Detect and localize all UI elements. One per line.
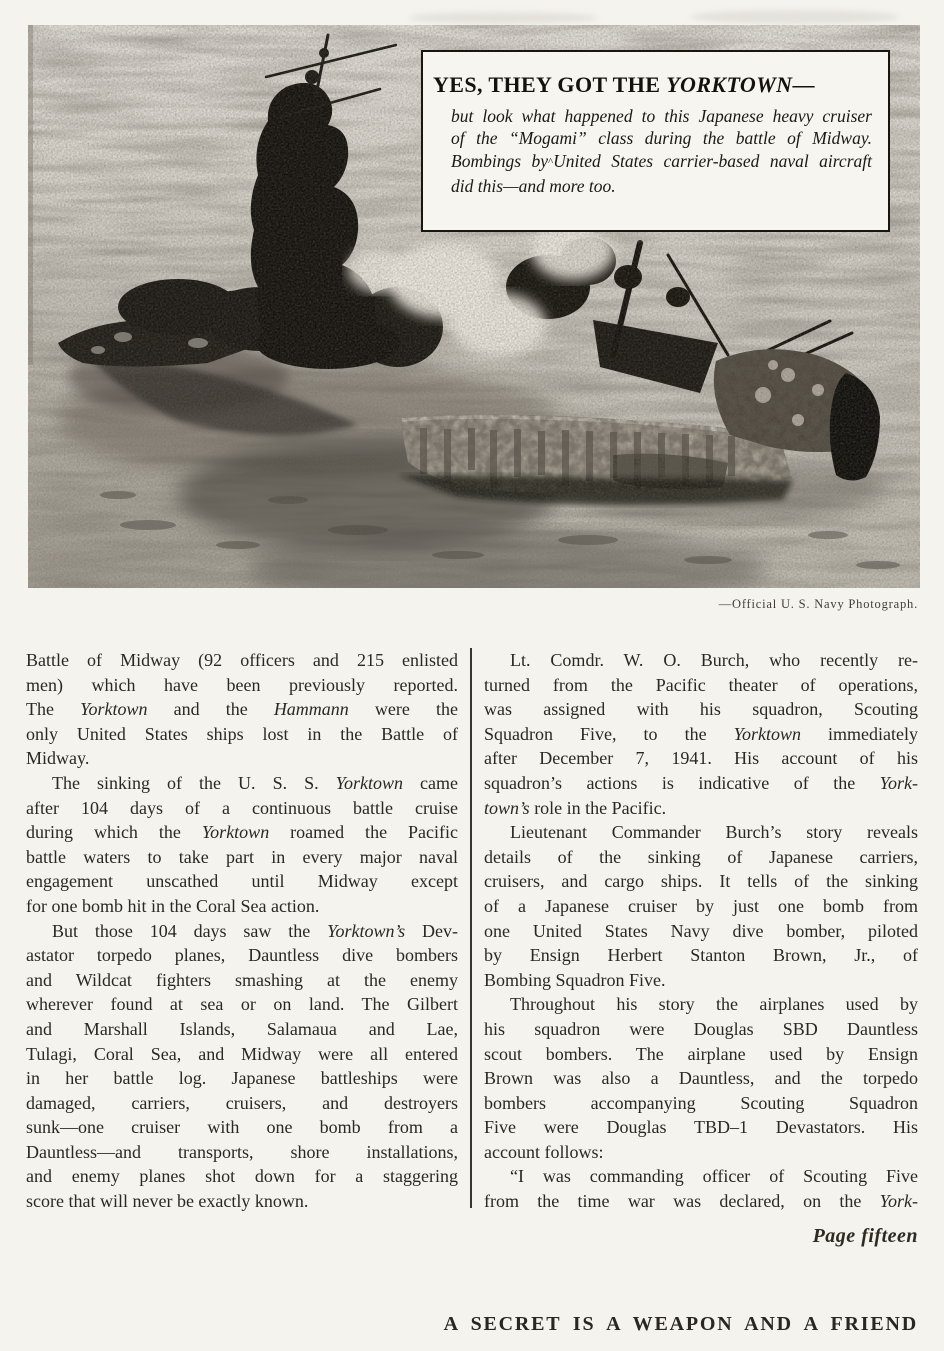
caption-line: of the “Mogami” class during the battle of Midway. bbox=[451, 128, 872, 149]
text-line: during which the Yorktown roamed the Pacific bbox=[26, 822, 458, 843]
caption-body bbox=[433, 105, 872, 198]
text-line: details of the sinking of Japanese carriers, bbox=[484, 846, 918, 867]
text-line: his squadron were Douglas SBD Dauntless bbox=[484, 1018, 918, 1039]
text-line: sunk—one cruiser with one bomb from a bbox=[26, 1117, 458, 1138]
text-line: wherever found at sea or on land. The Gilbert bbox=[26, 994, 458, 1015]
text-line: by Ensign Herbert Stanton Brown, Jr., of bbox=[484, 945, 918, 966]
text-line: Squadron Five, to the Yorktown immediately bbox=[484, 723, 918, 744]
print-bleed-smudge bbox=[690, 10, 900, 24]
photo-caption-box bbox=[421, 50, 890, 232]
text-line: one United States Navy dive bomber, piloted bbox=[484, 920, 918, 941]
caption-line: did this—and more too. bbox=[451, 176, 616, 197]
text-line: men) which have been previously reported. bbox=[26, 674, 458, 695]
battle-photo bbox=[28, 25, 920, 588]
text-line: Bombing Squadron Five. bbox=[484, 969, 666, 990]
article-body bbox=[26, 648, 918, 1214]
text-line: was assigned with his squadron, Scouting bbox=[484, 699, 918, 720]
text-line: The Yorktown and the Hammann were the bbox=[26, 699, 459, 720]
paragraph bbox=[484, 648, 918, 820]
text-line: But those 104 days saw the Yorktown’s Dev- bbox=[52, 920, 458, 941]
text-line: after 104 days of a continuous battle cruise bbox=[26, 797, 458, 818]
text-line: Dauntless—and transports, shore installations, bbox=[26, 1141, 458, 1162]
article-column-right bbox=[484, 648, 918, 1214]
text-line: account follows: bbox=[484, 1141, 604, 1162]
text-line: astator torpedo planes, Dauntless dive bombers bbox=[26, 945, 458, 966]
text-line: squadron’s actions is indicative of the York- bbox=[484, 772, 918, 793]
article-column-left bbox=[26, 648, 458, 1214]
paragraph bbox=[26, 771, 458, 919]
footer-slogan: A SECRET IS A WEAPON AND A FRIEND bbox=[443, 1313, 918, 1335]
text-line: and enemy planes shot down for a staggering bbox=[26, 1166, 458, 1187]
paragraph bbox=[484, 992, 918, 1164]
text-line: for one bomb hit in the Coral Sea action. bbox=[26, 895, 320, 916]
text-line: Five were Douglas TBD–1 Devastators. His bbox=[484, 1117, 918, 1138]
page-number-label: Page fifteen bbox=[812, 1225, 918, 1247]
text-line: damaged, carriers, cruisers, and destroyers bbox=[26, 1092, 458, 1113]
paragraph bbox=[484, 820, 918, 992]
text-line: from the time war was declared, on the York- bbox=[484, 1191, 918, 1212]
text-line: “I was commanding officer of Scouting Five bbox=[510, 1166, 918, 1187]
text-line: turned from the Pacific theater of operations, bbox=[484, 674, 918, 695]
print-bleed-smudge bbox=[408, 12, 598, 24]
text-line: Brown was also a Dauntless, and the torpedo bbox=[484, 1068, 918, 1089]
caption-line: but look what happened to this Japanese heavy cruiser bbox=[451, 106, 872, 126]
text-line: engagement unscathed until Midway except bbox=[26, 871, 458, 892]
text-line: in her battle log. Japanese battleships were bbox=[26, 1068, 458, 1089]
column-divider bbox=[470, 648, 472, 1208]
text-line: after December 7, 1941. His account of his bbox=[484, 748, 918, 769]
text-line: town’s role in the Pacific. bbox=[484, 797, 667, 818]
text-line: bombers accompanying Scouting Squadron bbox=[484, 1092, 918, 1113]
caption-title-ship-name: YORKTOWN bbox=[666, 72, 793, 97]
text-line: score that will never be exactly known. bbox=[26, 1191, 309, 1212]
text-line: Lieutenant Commander Burch’s story reveals bbox=[510, 822, 918, 843]
text-line: Battle of Midway (92 officers and 215 enlisted bbox=[26, 650, 458, 670]
text-line: battle waters to take part in every major naval bbox=[26, 846, 458, 867]
text-line: and Wildcat fighters smashing at the enemy bbox=[26, 969, 458, 990]
text-line: cruisers, and cargo ships. It tells of the sinking bbox=[484, 871, 918, 892]
text-line: only United States ships lost in the Battle of bbox=[26, 723, 458, 744]
text-line: Lt. Comdr. W. O. Burch, who recently re- bbox=[510, 650, 918, 670]
caption-title: YES, THEY GOT THE YORKTOWN— bbox=[433, 72, 815, 97]
caption-line: Bombings by^United States carrier-based naval aircraft bbox=[451, 150, 872, 171]
text-line: The sinking of the U. S. S. Yorktown came bbox=[52, 772, 459, 793]
text-line: Tulagi, Coral Sea, and Midway were all entered bbox=[26, 1043, 458, 1064]
text-line: Throughout his story the airplanes used by bbox=[510, 994, 918, 1015]
text-line: of a Japanese cruiser by just one bomb from bbox=[484, 895, 918, 916]
paragraph bbox=[26, 919, 458, 1214]
text-line: scout bombers. The airplane used by Ensign bbox=[484, 1043, 918, 1064]
photo-credit: —Official U. S. Navy Photograph. bbox=[718, 597, 918, 611]
text-line: and Marshall Islands, Salamaua and Lae, bbox=[26, 1018, 458, 1039]
text-line: Midway. bbox=[26, 748, 90, 769]
paragraph bbox=[26, 648, 458, 771]
paragraph bbox=[484, 1164, 918, 1213]
